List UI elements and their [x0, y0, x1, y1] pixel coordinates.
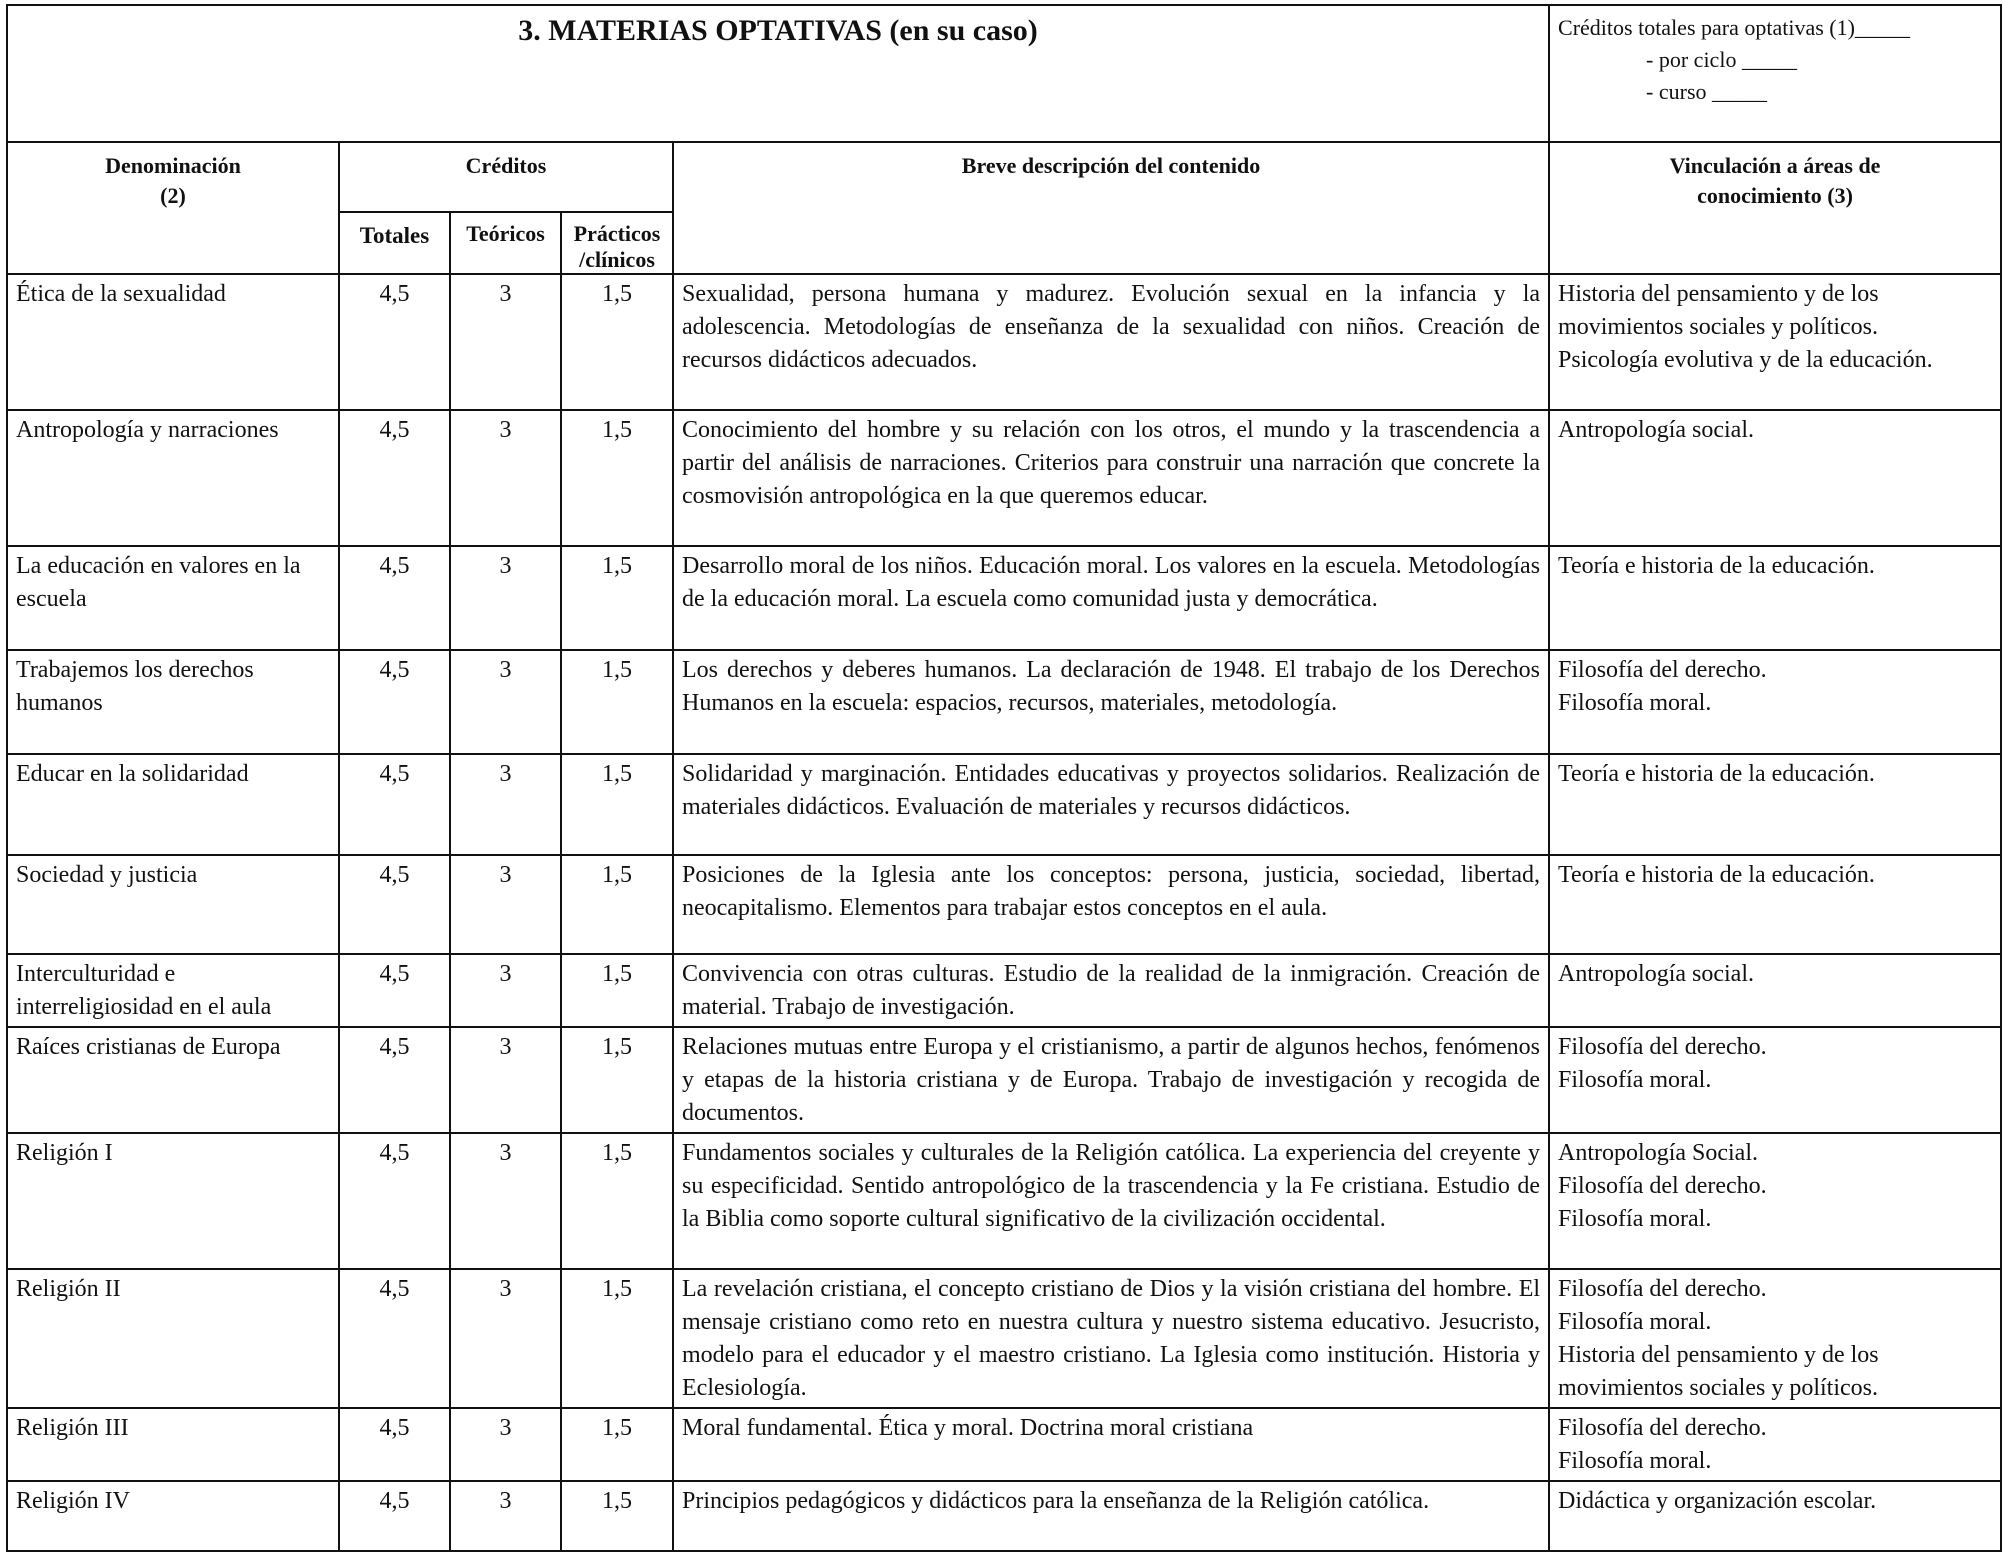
col-denominacion-ref: (2)	[160, 183, 186, 208]
knowledge-areas	[1549, 1027, 2001, 1133]
col-denominacion	[7, 142, 339, 274]
knowledge-area: Filosofía moral.	[1558, 1067, 1712, 1093]
header-row	[7, 5, 2001, 142]
subject-name: Trabajemos los derechos humanos	[7, 650, 339, 754]
subject-name: Raíces cristianas de Europa	[7, 1027, 339, 1133]
col-vinculacion-label-2: conocimiento (3)	[1697, 183, 1853, 208]
credits-practicos: 1,5	[561, 1269, 673, 1408]
credits-teoricos: 3	[450, 1269, 561, 1408]
credits-totales: 4,5	[339, 274, 450, 410]
col-denominacion-label: Denominación	[105, 153, 241, 178]
col-practicos	[561, 212, 673, 274]
credits-practicos: 1,5	[561, 1481, 673, 1551]
table-row	[7, 1481, 2001, 1551]
knowledge-area: Filosofía del derecho.	[1558, 1276, 1767, 1302]
table-row	[7, 954, 2001, 1027]
table-row	[7, 650, 2001, 754]
subject-name: Religión IV	[7, 1481, 339, 1551]
subject-name: Religión II	[7, 1269, 339, 1408]
credits-totales: 4,5	[339, 855, 450, 954]
table-row	[7, 1027, 2001, 1133]
content-description: Posiciones de la Iglesia ante los conceptos: persona, justicia, sociedad, libertad, neocapitalismo. Elementos para trabajar estos conceptos en el aula.	[673, 855, 1549, 954]
col-vinculacion-label-1: Vinculación a áreas de	[1669, 153, 1881, 178]
knowledge-area: Filosofía del derecho.	[1558, 1034, 1767, 1060]
subject-name: Ética de la sexualidad	[7, 274, 339, 410]
optativas-table	[6, 4, 2002, 1552]
knowledge-area: Filosofía del derecho.	[1558, 1415, 1767, 1441]
credits-practicos: 1,5	[561, 1408, 673, 1481]
credits-teoricos: 3	[450, 410, 561, 546]
credits-totales: 4,5	[339, 410, 450, 546]
credits-practicos: 1,5	[561, 754, 673, 855]
col-creditos: Créditos	[339, 142, 673, 212]
knowledge-area: Didáctica y organización escolar.	[1558, 1488, 1877, 1514]
document-page	[6, 4, 2000, 1552]
credits-totales: 4,5	[339, 1269, 450, 1408]
content-description: Solidaridad y marginación. Entidades educativas y proyectos solidarios. Realización de materiales didácticos. Evaluación de materiales y recursos didácticos.	[673, 754, 1549, 855]
credits-teoricos: 3	[450, 650, 561, 754]
knowledge-area: Historia del pensamiento y de los movimientos sociales y políticos.	[1558, 281, 1879, 340]
credits-practicos: 1,5	[561, 650, 673, 754]
credits-totales: 4,5	[339, 546, 450, 650]
credits-teoricos: 3	[450, 1133, 561, 1269]
knowledge-areas	[1549, 274, 2001, 410]
knowledge-area: Historia del pensamiento y de los movimientos sociales y políticos.	[1558, 1342, 1879, 1401]
credits-totales: 4,5	[339, 954, 450, 1027]
content-description: Relaciones mutuas entre Europa y el cristianismo, a partir de algunos hechos, fenómenos y etapas de la historia cristiana y de Europa. Trabajo de investigación y recogida de documentos.	[673, 1027, 1549, 1133]
credits-practicos: 1,5	[561, 410, 673, 546]
content-description: Conocimiento del hombre y su relación con los otros, el mundo y la trascendencia a partir del análisis de narraciones. Criterios para construir una narración que concrete la cosmovisión antropológica en la que queremos educar.	[673, 410, 1549, 546]
credits-teoricos: 3	[450, 274, 561, 410]
table-row	[7, 274, 2001, 410]
page-title: 3. MATERIAS OPTATIVAS (en su caso)	[7, 5, 1549, 142]
content-description: Moral fundamental. Ética y moral. Doctrina moral cristiana	[673, 1408, 1549, 1481]
credits-practicos: 1,5	[561, 274, 673, 410]
credits-total-label: Créditos totales para optativas (1)_____	[1558, 15, 1910, 40]
subject-name: Religión III	[7, 1408, 339, 1481]
credits-practicos: 1,5	[561, 546, 673, 650]
content-description: Convivencia con otras culturas. Estudio de la realidad de la inmigración. Creación de material. Trabajo de investigación.	[673, 954, 1549, 1027]
col-teoricos: Teóricos	[450, 212, 561, 274]
credits-practicos: 1,5	[561, 1027, 673, 1133]
knowledge-area: Filosofía moral.	[1558, 1448, 1712, 1474]
table-row	[7, 754, 2001, 855]
subject-name: Interculturidad e interreligiosidad en el aula	[7, 954, 339, 1027]
subject-name: La educación en valores en la escuela	[7, 546, 339, 650]
knowledge-area: Teoría e historia de la educación.	[1558, 761, 1875, 787]
credits-practicos: 1,5	[561, 855, 673, 954]
knowledge-area: Antropología Social.	[1558, 1140, 1758, 1166]
credits-teoricos: 3	[450, 1027, 561, 1133]
knowledge-area: Teoría e historia de la educación.	[1558, 553, 1875, 579]
credits-ciclo-label: - por ciclo _____	[1646, 47, 1797, 72]
knowledge-areas	[1549, 754, 2001, 855]
knowledge-areas	[1549, 855, 2001, 954]
credits-teoricos: 3	[450, 1481, 561, 1551]
table-row	[7, 1408, 2001, 1481]
content-description: Fundamentos sociales y culturales de la Religión católica. La experiencia del creyente y su especificidad. Sentido antropológico de la trascendencia y la Fe cristiana. Estudio de la Biblia como soporte cultural significativo de la civilización occidental.	[673, 1133, 1549, 1269]
knowledge-area: Filosofía del derecho.	[1558, 1173, 1767, 1199]
col-totales: Totales	[339, 212, 450, 274]
col-practicos-label-2: /clínicos	[579, 247, 655, 272]
subject-name: Sociedad y justicia	[7, 855, 339, 954]
knowledge-area: Antropología social.	[1558, 417, 1754, 443]
credits-teoricos: 3	[450, 954, 561, 1027]
credits-totales: 4,5	[339, 754, 450, 855]
credits-teoricos: 3	[450, 546, 561, 650]
col-practicos-label-1: Prácticos	[573, 221, 661, 246]
credits-summary	[1549, 5, 2001, 142]
col-vinculacion	[1549, 142, 2001, 274]
column-header-row-1	[7, 142, 2001, 212]
knowledge-area: Filosofía moral.	[1558, 1309, 1712, 1335]
knowledge-areas	[1549, 546, 2001, 650]
knowledge-areas	[1549, 1269, 2001, 1408]
knowledge-area: Filosofía moral.	[1558, 1206, 1712, 1232]
content-description: La revelación cristiana, el concepto cristiano de Dios y la visión cristiana del hombre. El mensaje cristiano como reto en nuestra cultura y nuestro sistema educativo. Jesucristo, modelo para el educador y el maestro cristiano. La Iglesia como institución. Historia y Eclesiología.	[673, 1269, 1549, 1408]
credits-totales: 4,5	[339, 1027, 450, 1133]
table-row	[7, 855, 2001, 954]
knowledge-areas	[1549, 650, 2001, 754]
table-row	[7, 1269, 2001, 1408]
knowledge-area: Antropología social.	[1558, 961, 1754, 987]
knowledge-areas	[1549, 954, 2001, 1027]
col-descripcion: Breve descripción del contenido	[673, 142, 1549, 274]
subject-name: Religión I	[7, 1133, 339, 1269]
knowledge-area: Psicología evolutiva y de la educación.	[1558, 347, 1933, 373]
content-description: Desarrollo moral de los niños. Educación moral. Los valores en la escuela. Metodologías de la educación moral. La escuela como comunidad justa y democrática.	[673, 546, 1549, 650]
credits-teoricos: 3	[450, 754, 561, 855]
credits-totales: 4,5	[339, 1133, 450, 1269]
credits-totales: 4,5	[339, 1481, 450, 1551]
credits-totales: 4,5	[339, 650, 450, 754]
content-description: Los derechos y deberes humanos. La declaración de 1948. El trabajo de los Derechos Humanos en la escuela: espacios, recursos, materiales, metodología.	[673, 650, 1549, 754]
knowledge-areas	[1549, 410, 2001, 546]
knowledge-area: Filosofía del derecho.	[1558, 657, 1767, 683]
credits-totales: 4,5	[339, 1408, 450, 1481]
subject-name: Antropología y narraciones	[7, 410, 339, 546]
credits-curso-label: - curso _____	[1646, 79, 1768, 104]
knowledge-areas	[1549, 1481, 2001, 1551]
subject-name: Educar en la solidaridad	[7, 754, 339, 855]
table-row	[7, 1133, 2001, 1269]
credits-teoricos: 3	[450, 1408, 561, 1481]
knowledge-area: Teoría e historia de la educación.	[1558, 862, 1875, 888]
knowledge-areas	[1549, 1408, 2001, 1481]
table-row	[7, 546, 2001, 650]
table-row	[7, 410, 2001, 546]
content-description: Principios pedagógicos y didácticos para la enseñanza de la Religión católica.	[673, 1481, 1549, 1551]
knowledge-area: Filosofía moral.	[1558, 690, 1712, 716]
content-description: Sexualidad, persona humana y madurez. Evolución sexual en la infancia y la adolescencia. Metodologías de enseñanza de la sexualidad con niños. Creación de recursos didácticos adecuados.	[673, 274, 1549, 410]
credits-practicos: 1,5	[561, 954, 673, 1027]
knowledge-areas	[1549, 1133, 2001, 1269]
credits-teoricos: 3	[450, 855, 561, 954]
credits-practicos: 1,5	[561, 1133, 673, 1269]
